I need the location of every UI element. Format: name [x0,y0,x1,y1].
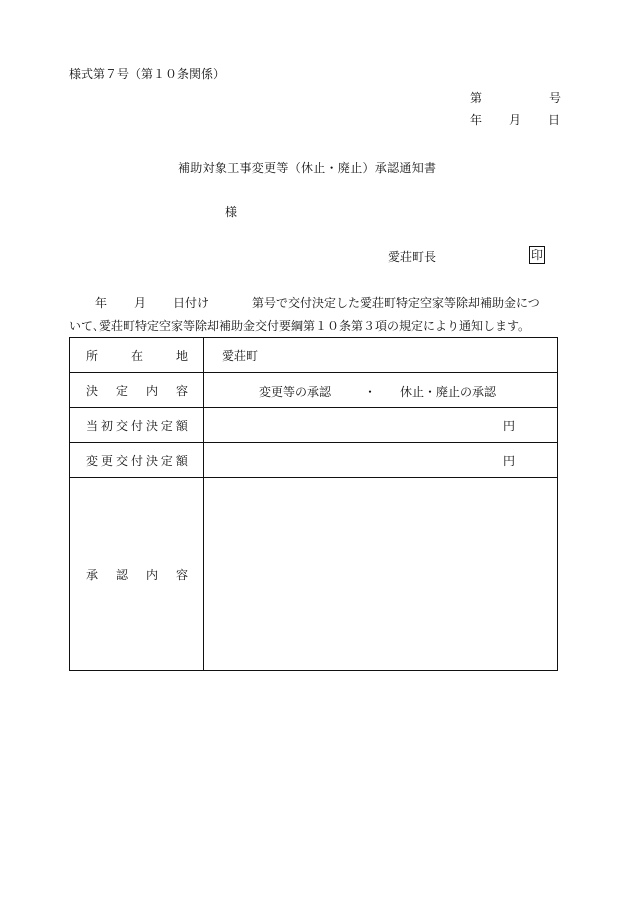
table-row-location [70,338,558,373]
decision-label: 決 定 内 容 [70,373,204,408]
table-row-initial-amount [70,408,558,443]
location-value[interactable]: 愛荘町 [204,338,558,373]
table-row-decision [70,373,558,408]
form-table [69,337,558,671]
addressee-suffix: 様 [225,205,238,219]
body-month: 月 [134,296,147,310]
date-day: 日 [548,113,561,127]
number-prefix: 第 [470,91,483,105]
table-row-approval [70,478,558,671]
body-day: 日付け [173,296,210,310]
option-suspend-approval[interactable]: 休止・廃止の承認 [400,385,497,399]
body-text-line1: 第号で交付決定した愛荘町特定空家等除却補助金につ [252,296,540,310]
decision-value[interactable] [204,373,558,408]
date-month: 月 [509,113,522,127]
initial-amount-value[interactable]: 円 [204,408,558,443]
document-title: 補助対象工事変更等（休止・廃止）承認通知書 [178,161,437,175]
initial-amount-label: 当 初 交 付 決 定 額 [70,408,204,443]
seal-mark: 印 [530,248,543,262]
number-suffix: 号 [549,91,562,105]
date-year: 年 [470,113,483,127]
body-text-line2: いて､愛荘町特定空家等除却補助金交付要綱第１０条第３項の規定により通知します。 [69,319,531,333]
approval-label: 承 認 内 容 [70,478,204,671]
approval-value[interactable] [204,478,558,671]
table-row-changed-amount [70,443,558,478]
changed-amount-label: 変 更 交 付 決 定 額 [70,443,204,478]
changed-amount-value[interactable]: 円 [204,443,558,478]
issuer-name: 愛荘町長 [388,250,437,264]
option-separator: ・ [364,385,377,399]
body-year: 年 [95,296,108,310]
option-change-approval[interactable]: 変更等の承認 [259,385,332,399]
form-number: 様式第７号（第１０条関係） [69,67,226,81]
location-label: 所 在 地 [70,338,204,373]
